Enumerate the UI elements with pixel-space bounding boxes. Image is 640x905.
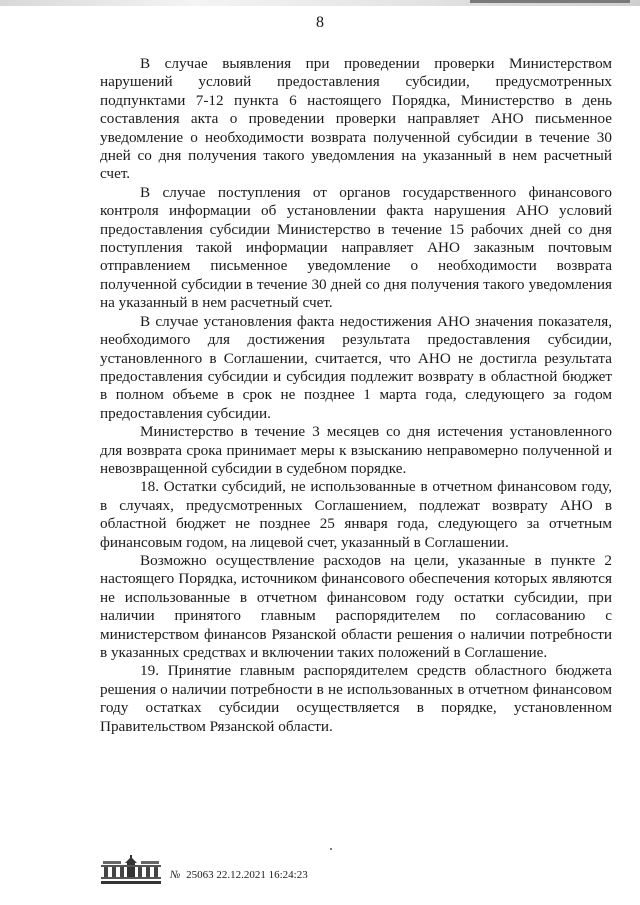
paragraph-financial-control: В случае поступления от органов государственного финансового контроля информации об установлении факта нарушения АНО условий предоставления субсидии Министерство в течение 15 рабочих дней со дня поступления такой информации направляет АНО заказным почтовым отправлением письменное уведомление о необходимости возврата полученной субсидии в течение 30 дней со дня получения такого уведомления на указанный в нем расчетный счет. — [100, 183, 612, 312]
document-registration-stamp — [170, 869, 308, 881]
paragraph-possible-expenses: Возможно осуществление расходов на цели, указанные в пункте 2 настоящего Порядка, источником финансового обеспечения которых являются не использованные в отчетном финансовом году остатки субсидии, при наличии принятого главным распорядителем по согласованию с министерством финансов Рязанской области решения о наличии потребности в указанных средствах и включении таких положений в Соглашение. — [100, 551, 612, 661]
paragraph-recovery-measures: Министерство в течение 3 месяцев со дня истечения установленного для возврата срока принимает меры к взысканию неправомерно полученной и невозвращенной субсидии в судебном порядке. — [100, 423, 612, 477]
number-symbol: № — [170, 869, 181, 881]
document-number: 25063 — [186, 869, 214, 881]
scan-edge-shadow — [470, 0, 630, 3]
paragraph-item-18: 18. Остатки субсидий, не использованные в отчетном финансовом году, в случаях, предусмотренных Соглашением, подлежат возврату АНО в областной бюджет не позднее 25 января года, следующего за отчетным финансовым годом, на лицевой счет, указанный в Соглашении. — [100, 478, 612, 551]
paragraph-indicator-not-achieved: В случае установления факта недостижения АНО значения показателя, необходимого для достижения результата предоставления субсидии, установленного в Соглашении, считается, что АНО не достигла результата предоставления субсидии и субсидия подлежит возврату в областной бюджет в полном объеме в срок не позднее 1 марта года, следующего за годом предоставления субсидии. — [100, 312, 612, 422]
scan-speck — [330, 848, 332, 850]
document-footer — [100, 855, 400, 895]
government-building-stamp-icon — [100, 855, 162, 885]
page-number: 8 — [316, 14, 324, 31]
paragraph-inspection-violation: В случае выявления при проведении проверки Министерством нарушений условий предоставления субсидии, предусмотренных подпунктами 7-12 пункта 6 настоящего Порядка, Министерство в день составления акта о проведении проверки направляет АНО письменное уведомление о необходимости возврата полученной субсидии в течение 30 дней со дня получения такого уведомления на указанный в нем расчетный счет. — [100, 55, 612, 183]
document-datetime: 22.12.2021 16:24:23 — [216, 869, 308, 881]
paragraph-item-19: 19. Принятие главным распорядителем средств областного бюджета решения о наличии потребности в не использованных в отчетном финансовом году остатках субсидии осуществляется в порядке, установленном Правительством Рязанской области. — [100, 662, 612, 735]
document-body — [100, 55, 612, 736]
